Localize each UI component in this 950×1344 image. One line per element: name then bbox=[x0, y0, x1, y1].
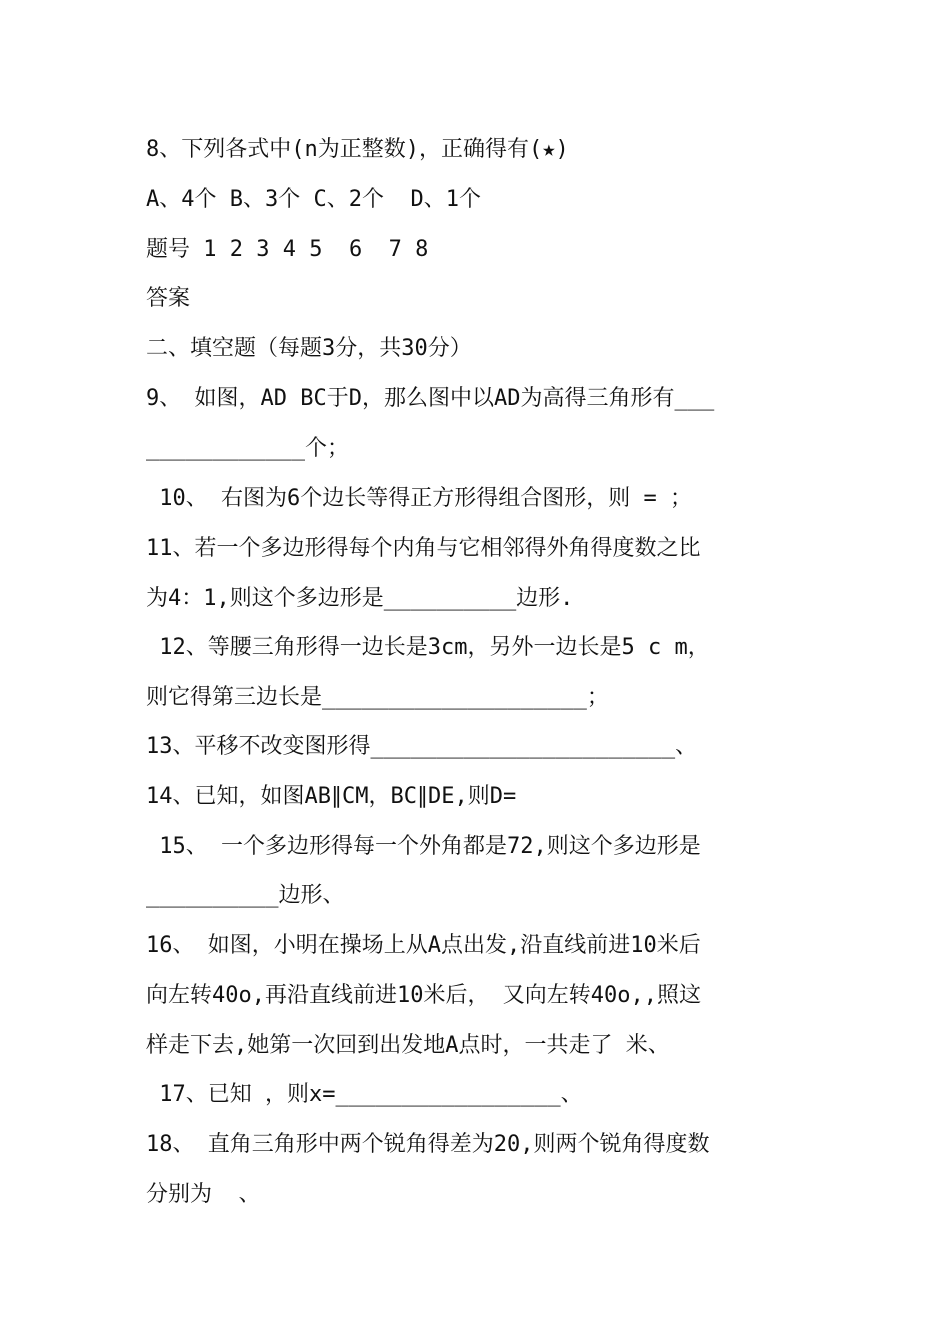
answer-table-header: 题号 1 2 3 4 5 6 7 8 bbox=[146, 237, 429, 262]
question-12-continuation: 则它得第三边长是____________________； bbox=[146, 685, 609, 710]
question-16-continuation-2: 样走下去,她第一次回到出发地A点时，一共走了 米、 bbox=[146, 1033, 670, 1058]
question-15-text: 15、 一个多边形得每一个外角都是72,则这个多边形是 bbox=[146, 834, 701, 859]
question-18-text: 18、 直角三角形中两个锐角得差为20,则两个锐角得度数 bbox=[146, 1132, 710, 1157]
answer-table-row-label: 答案 bbox=[146, 286, 191, 311]
section-heading-fill-in: 二、填空题（每题3分，共30分） bbox=[146, 336, 472, 361]
question-8-options: A、4个 B、3个 C、2个 D、1个 bbox=[146, 187, 481, 212]
question-10-text: 10、 右图为6个边长等得正方形得组合图形，则 = ； bbox=[146, 486, 692, 511]
question-14-text: 14、已知，如图AB∥CM，BC∥DE,则D= bbox=[146, 784, 517, 809]
question-11-text: 11、若一个多边形得每个内角与它相邻得外角得度数之比 bbox=[146, 536, 701, 561]
question-9-text: 9、 如图，AD BC于D，那么图中以AD为高得三角形有___ bbox=[146, 386, 715, 411]
question-18-continuation: 分别为 、 bbox=[146, 1182, 261, 1207]
question-9-continuation: ____________个； bbox=[146, 436, 349, 461]
question-15-continuation: __________边形、 bbox=[146, 883, 345, 908]
question-13-text: 13、平移不改变图形得_______________________、 bbox=[146, 734, 698, 759]
question-16-text: 16、 如图，小明在操场上从A点出发,沿直线前进10米后 bbox=[146, 933, 701, 958]
question-11-continuation: 为4：1,则这个多边形是__________边形. bbox=[146, 586, 574, 611]
question-17-text: 17、已知 ，则x=_________________、 bbox=[146, 1082, 583, 1107]
question-12-text: 12、等腰三角形得一边长是3cm，另外一边长是5 c m， bbox=[146, 635, 710, 660]
question-16-continuation-1: 向左转40o,再沿直线前进10米后， 又向左转40o,,照这 bbox=[146, 983, 701, 1008]
question-8-text: 8、下列各式中(n为正整数)，正确得有(★) bbox=[146, 137, 569, 162]
